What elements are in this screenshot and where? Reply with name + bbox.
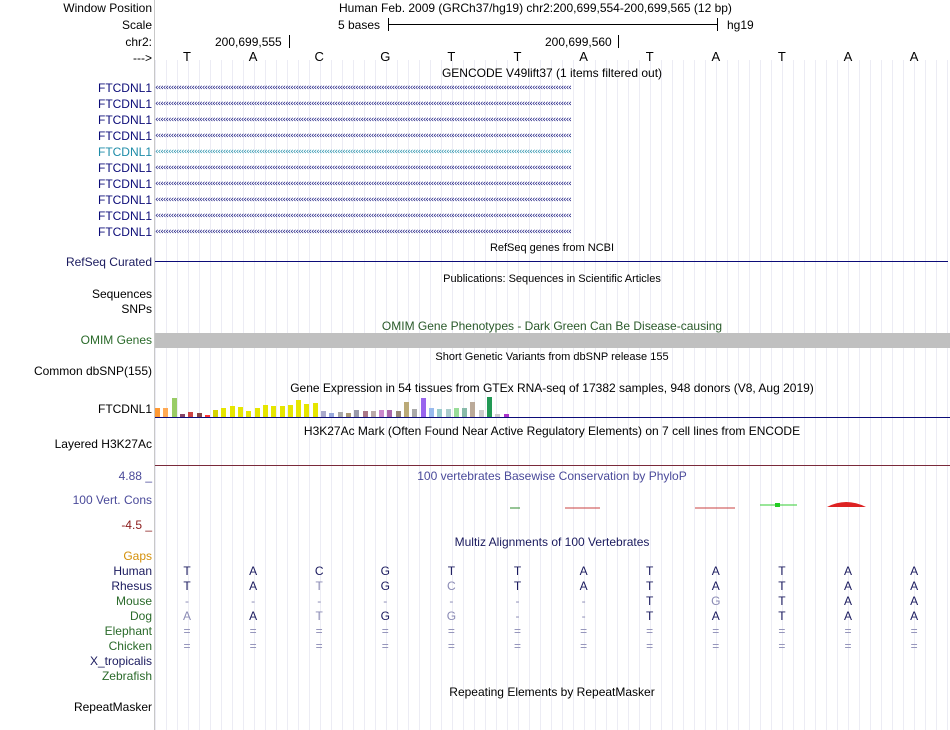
alignment-base: =: [381, 624, 389, 638]
gridline: [375, 60, 376, 730]
alignment-base: T: [646, 564, 654, 578]
gridline: [606, 60, 607, 730]
gencode-transcript-row[interactable]: ‹‹‹‹‹‹‹‹‹‹‹‹‹‹‹‹‹‹‹‹‹‹‹‹‹‹‹‹‹‹‹‹‹‹‹‹‹‹‹‹‹‹‹‹‹‹‹‹‹‹‹‹‹‹‹‹‹‹‹‹‹‹‹‹‹‹‹‹‹‹‹‹‹‹‹‹‹‹‹‹‹‹‹‹‹‹‹‹‹‹‹‹‹‹‹‹‹‹‹‹‹‹‹‹‹‹‹‹‹‹‹‹‹‹‹‹‹‹‹‹‹‹‹‹‹‹‹‹‹‹‹‹‹‹‹‹‹‹‹‹‹‹‹‹‹‹‹‹‹‹‹‹‹‹‹‹‹‹‹‹: [155, 99, 571, 109]
alignment-base: =: [778, 639, 786, 653]
ruler-base: A: [248, 49, 258, 64]
alignment-base: T: [183, 579, 191, 593]
alignment-base: C: [447, 579, 456, 593]
alignment-base: =: [447, 639, 455, 653]
scale-bar-right-tick: [717, 18, 718, 31]
layered-h3k27ac-label[interactable]: Layered H3K27Ac: [54, 437, 152, 451]
alignment-base: -: [581, 594, 586, 608]
ruler-base: A: [579, 49, 588, 64]
gridline: [298, 60, 299, 730]
gridline: [925, 60, 926, 730]
gridline: [232, 60, 233, 730]
alignment-base: =: [183, 639, 191, 653]
gridline: [595, 60, 596, 730]
gtex-tissue-bar[interactable]: [163, 408, 168, 417]
scale-label: Scale: [121, 18, 152, 32]
gridline: [364, 60, 365, 730]
alignment-base: =: [646, 624, 654, 638]
species-label[interactable]: Rhesus: [111, 579, 152, 593]
gtex-tissue-bar[interactable]: [387, 410, 392, 417]
gencode-track-title: GENCODE V49lift37 (1 items filtered out): [441, 66, 663, 80]
gridline: [529, 60, 530, 730]
gencode-gene-label[interactable]: FTCDNL1: [97, 81, 152, 95]
alignment-base: -: [515, 609, 520, 623]
gtex-tissue-bar[interactable]: [479, 410, 484, 417]
species-label[interactable]: Human: [113, 564, 152, 578]
repeatmasker-track-title: Repeating Elements by RepeatMasker: [449, 685, 655, 699]
gridline: [936, 60, 937, 730]
gridline: [507, 60, 508, 730]
alignment-base: =: [513, 624, 522, 638]
alignment-base: A: [579, 579, 588, 593]
alignment-base: T: [183, 564, 191, 578]
alignment-base: =: [712, 624, 720, 638]
publications-track-title: Publications: Sequences in Scientific Articles: [443, 273, 661, 285]
alignment-base: A: [711, 609, 720, 623]
gridline: [210, 60, 211, 730]
gtex-tissue-bar[interactable]: [454, 408, 459, 417]
gridline: [463, 60, 464, 730]
alignment-base: C: [314, 564, 324, 578]
gridline: [694, 60, 695, 730]
alignment-base: =: [910, 639, 918, 653]
gtex-tissue-bar[interactable]: [412, 409, 417, 417]
alignment-base: =: [844, 624, 852, 638]
snps-label[interactable]: SNPs: [121, 302, 152, 316]
gtex-tissue-bar[interactable]: [271, 406, 276, 417]
gtex-tissue-bar[interactable]: [221, 408, 226, 417]
alignment-base: G: [380, 564, 390, 578]
gridline: [859, 60, 860, 730]
gridline: [837, 60, 838, 730]
gridline: [199, 60, 200, 730]
species-label[interactable]: Elephant: [104, 624, 152, 638]
alignment-base: A: [579, 564, 588, 578]
alignment-base: T: [315, 609, 323, 623]
track-label-column: [0, 0, 154, 730]
gencode-transcript-row[interactable]: ‹‹‹‹‹‹‹‹‹‹‹‹‹‹‹‹‹‹‹‹‹‹‹‹‹‹‹‹‹‹‹‹‹‹‹‹‹‹‹‹‹‹‹‹‹‹‹‹‹‹‹‹‹‹‹‹‹‹‹‹‹‹‹‹‹‹‹‹‹‹‹‹‹‹‹‹‹‹‹‹‹‹‹‹‹‹‹‹‹‹‹‹‹‹‹‹‹‹‹‹‹‹‹‹‹‹‹‹‹‹‹‹‹‹‹‹‹‹‹‹‹‹‹‹‹‹‹‹‹‹‹‹‹‹‹‹‹‹‹‹‹‹‹‹‹‹‹‹‹‹‹‹‹‹‹‹‹‹‹‹: [155, 83, 571, 93]
ruler-base: C: [314, 49, 324, 64]
vert-cons-label[interactable]: 100 Vert. Cons: [72, 493, 152, 507]
alignment-base: =: [183, 624, 191, 638]
alignment-base: =: [249, 639, 257, 653]
multiz-track-title: Multiz Alignments of 100 Vertebrates: [454, 535, 650, 549]
ruler-base: T: [777, 49, 786, 64]
gridline: [672, 60, 673, 730]
gridline: [870, 60, 871, 730]
scale-bases-text: 5 bases: [338, 18, 381, 32]
alignment-base: =: [646, 639, 654, 653]
gtex-tissue-bar[interactable]: [429, 408, 434, 417]
gridline: [562, 60, 563, 730]
gtex-tissue-bar[interactable]: [172, 398, 177, 417]
gencode-transcript-row[interactable]: ‹‹‹‹‹‹‹‹‹‹‹‹‹‹‹‹‹‹‹‹‹‹‹‹‹‹‹‹‹‹‹‹‹‹‹‹‹‹‹‹‹‹‹‹‹‹‹‹‹‹‹‹‹‹‹‹‹‹‹‹‹‹‹‹‹‹‹‹‹‹‹‹‹‹‹‹‹‹‹‹‹‹‹‹‹‹‹‹‹‹‹‹‹‹‹‹‹‹‹‹‹‹‹‹‹‹‹‹‹‹‹‹‹‹‹‹‹‹‹‹‹‹‹‹‹‹‹‹‹‹‹‹‹‹‹‹‹‹‹‹‹‹‹‹‹‹‹‹‹‹‹‹‹‹‹‹‹‹‹‹: [155, 195, 571, 205]
gtex-tissue-bar[interactable]: [255, 408, 260, 417]
alignment-base: =: [249, 624, 257, 638]
gencode-gene-label[interactable]: FTCDNL1: [97, 225, 152, 239]
gridline: [815, 60, 816, 730]
gtex-tissue-bar[interactable]: [437, 409, 442, 417]
alignment-base: A: [910, 579, 919, 593]
coord-tick-1: [289, 35, 290, 48]
ruler-base: A: [843, 49, 853, 64]
gtex-tissue-bar[interactable]: [462, 408, 467, 417]
gridline: [639, 60, 640, 730]
gridline: [265, 60, 266, 730]
gtex-tissue-bar[interactable]: [155, 408, 160, 417]
alignment-base: T: [646, 594, 654, 608]
gencode-gene-label[interactable]: FTCDNL1: [97, 145, 152, 159]
alignment-base: T: [315, 579, 323, 593]
gtex-tissue-bar[interactable]: [288, 405, 293, 417]
alignment-base: T: [778, 579, 786, 593]
alignment-base: -: [515, 594, 520, 608]
gencode-transcript-row[interactable]: ‹‹‹‹‹‹‹‹‹‹‹‹‹‹‹‹‹‹‹‹‹‹‹‹‹‹‹‹‹‹‹‹‹‹‹‹‹‹‹‹‹‹‹‹‹‹‹‹‹‹‹‹‹‹‹‹‹‹‹‹‹‹‹‹‹‹‹‹‹‹‹‹‹‹‹‹‹‹‹‹‹‹‹‹‹‹‹‹‹‹‹‹‹‹‹‹‹‹‹‹‹‹‹‹‹‹‹‹‹‹‹‹‹‹‹‹‹‹‹‹‹‹‹‹‹‹‹‹‹‹‹‹‹‹‹‹‹‹‹‹‹‹‹‹‹‹‹‹‹‹‹‹‹‹‹‹‹‹‹‹: [155, 147, 571, 157]
gtex-expression-bars[interactable]: [155, 396, 555, 417]
gtex-tissue-bar[interactable]: [470, 402, 475, 417]
gridline: [683, 60, 684, 730]
gtex-tissue-bar[interactable]: [379, 410, 384, 417]
gridline: [738, 60, 739, 730]
gtex-tissue-bar[interactable]: [238, 407, 243, 417]
alignment-base: T: [513, 579, 522, 593]
gridline: [309, 60, 310, 730]
gtex-tissue-bar[interactable]: [213, 410, 218, 417]
gridline: [881, 60, 882, 730]
alignment-base: G: [380, 579, 390, 593]
alignment-base: G: [380, 609, 390, 623]
gencode-transcript-row[interactable]: ‹‹‹‹‹‹‹‹‹‹‹‹‹‹‹‹‹‹‹‹‹‹‹‹‹‹‹‹‹‹‹‹‹‹‹‹‹‹‹‹‹‹‹‹‹‹‹‹‹‹‹‹‹‹‹‹‹‹‹‹‹‹‹‹‹‹‹‹‹‹‹‹‹‹‹‹‹‹‹‹‹‹‹‹‹‹‹‹‹‹‹‹‹‹‹‹‹‹‹‹‹‹‹‹‹‹‹‹‹‹‹‹‹‹‹‹‹‹‹‹‹‹‹‹‹‹‹‹‹‹‹‹‹‹‹‹‹‹‹‹‹‹‹‹‹‹‹‹‹‹‹‹‹‹‹‹‹‹‹‹: [155, 131, 571, 141]
alignment-base: T: [778, 609, 786, 623]
gridline: [628, 60, 629, 730]
refseq-track-title: RefSeq genes from NCBI: [489, 242, 615, 254]
omim-phenotype-bar[interactable]: [155, 333, 950, 348]
common-dbsnp-label[interactable]: Common dbSNP(155): [33, 364, 152, 378]
gridline: [177, 60, 178, 730]
alignment-base: G: [711, 594, 721, 608]
gencode-transcript-row[interactable]: ‹‹‹‹‹‹‹‹‹‹‹‹‹‹‹‹‹‹‹‹‹‹‹‹‹‹‹‹‹‹‹‹‹‹‹‹‹‹‹‹‹‹‹‹‹‹‹‹‹‹‹‹‹‹‹‹‹‹‹‹‹‹‹‹‹‹‹‹‹‹‹‹‹‹‹‹‹‹‹‹‹‹‹‹‹‹‹‹‹‹‹‹‹‹‹‹‹‹‹‹‹‹‹‹‹‹‹‹‹‹‹‹‹‹‹‹‹‹‹‹‹‹‹‹‹‹‹‹‹‹‹‹‹‹‹‹‹‹‹‹‹‹‹‹‹‹‹‹‹‹‹‹‹‹‹‹‹‹‹‹: [155, 163, 571, 173]
alignment-base: A: [843, 564, 853, 578]
gtex-tissue-bar[interactable]: [446, 409, 451, 417]
gridline: [474, 60, 475, 730]
gridline: [749, 60, 750, 730]
gridline: [276, 60, 277, 730]
gencode-gene-label[interactable]: FTCDNL1: [97, 193, 152, 207]
alignment-base: -: [449, 594, 454, 608]
gridline: [947, 60, 948, 730]
gridline: [397, 60, 398, 730]
gridline: [617, 60, 618, 730]
refseq-curated-label[interactable]: RefSeq Curated: [65, 255, 152, 269]
alignment-base: =: [910, 624, 918, 638]
alignment-base: A: [843, 579, 853, 593]
scale-assembly-text: hg19: [727, 18, 754, 32]
species-label[interactable]: X_tropicalis: [89, 654, 152, 668]
gtex-tissue-bar[interactable]: [280, 406, 285, 417]
sequences-label[interactable]: Sequences: [91, 287, 152, 301]
ruler-base: A: [909, 49, 919, 64]
gridline: [342, 60, 343, 730]
gencode-gene-label[interactable]: FTCDNL1: [97, 209, 152, 223]
gridline: [408, 60, 409, 730]
alignment-base: =: [580, 624, 588, 638]
gencode-transcript-row[interactable]: ‹‹‹‹‹‹‹‹‹‹‹‹‹‹‹‹‹‹‹‹‹‹‹‹‹‹‹‹‹‹‹‹‹‹‹‹‹‹‹‹‹‹‹‹‹‹‹‹‹‹‹‹‹‹‹‹‹‹‹‹‹‹‹‹‹‹‹‹‹‹‹‹‹‹‹‹‹‹‹‹‹‹‹‹‹‹‹‹‹‹‹‹‹‹‹‹‹‹‹‹‹‹‹‹‹‹‹‹‹‹‹‹‹‹‹‹‹‹‹‹‹‹‹‹‹‹‹‹‹‹‹‹‹‹‹‹‹‹‹‹‹‹‹‹‹‹‹‹‹‹‹‹‹‹‹‹‹‹‹‹: [155, 227, 571, 237]
alignment-base: -: [383, 594, 388, 608]
phylop-signal[interactable]: [155, 495, 950, 515]
gridline: [540, 60, 541, 730]
gridline: [903, 60, 904, 730]
gencode-gene-label[interactable]: FTCDNL1: [97, 113, 152, 127]
alignment-base: A: [843, 609, 853, 623]
alignment-base: =: [381, 639, 389, 653]
scale-bar-left-tick: [388, 18, 389, 31]
alignment-base: -: [251, 594, 256, 608]
gtex-tissue-bar[interactable]: [404, 402, 409, 417]
gridline: [573, 60, 574, 730]
alignment-base: -: [185, 594, 189, 608]
phylop-mark: [827, 502, 866, 507]
gridline: [793, 60, 794, 730]
repeatmasker-label[interactable]: RepeatMasker: [73, 700, 152, 714]
gridline: [496, 60, 497, 730]
alignment-base: T: [513, 564, 522, 578]
h3k27ac-baseline: [155, 465, 950, 466]
gtex-gene-line: [155, 417, 950, 418]
omim-genes-label[interactable]: OMIM Genes: [80, 333, 152, 347]
gridline: [892, 60, 893, 730]
gtex-gene-label[interactable]: FTCDNL1: [97, 402, 152, 416]
species-label[interactable]: Zebrafish: [101, 669, 152, 683]
gencode-gene-label[interactable]: FTCDNL1: [97, 177, 152, 191]
gridline: [771, 60, 772, 730]
alignment-base: =: [513, 639, 522, 653]
alignment-base: A: [910, 594, 919, 608]
gtex-tissue-bar[interactable]: [421, 398, 426, 417]
species-label[interactable]: Mouse: [115, 594, 152, 608]
window-position-label: Window Position: [63, 1, 152, 15]
omim-track-title: OMIM Gene Phenotypes - Dark Green Can Be Disease-causing: [381, 319, 723, 333]
window-position-value: Human Feb. 2009 (GRCh37/hg19) chr2:200,699,554-200,699,565 (12 bp): [339, 1, 732, 15]
gridline: [804, 60, 805, 730]
alignment-base: A: [249, 564, 258, 578]
gridline: [331, 60, 332, 730]
alignment-base: A: [910, 564, 919, 578]
gtex-tissue-bar[interactable]: [230, 406, 235, 417]
ruler-base: T: [447, 49, 456, 64]
gridline: [551, 60, 552, 730]
alignment-base: =: [580, 639, 588, 653]
gridline: [155, 60, 156, 730]
coord-tick-2: [618, 35, 619, 48]
gridline: [221, 60, 222, 730]
gridline: [441, 60, 442, 730]
gridline: [430, 60, 431, 730]
alignment-base: T: [447, 564, 456, 578]
gencode-gene-label[interactable]: FTCDNL1: [97, 97, 152, 111]
ruler-base: A: [711, 49, 721, 64]
gtex-tissue-bar[interactable]: [313, 403, 318, 417]
gencode-gene-label[interactable]: FTCDNL1: [97, 129, 152, 143]
gridline: [419, 60, 420, 730]
strand-label: --->: [133, 51, 152, 65]
alignment-base: =: [712, 639, 720, 653]
phylop-min-label: -4.5 _: [121, 518, 152, 532]
phylop-mark: [775, 503, 780, 507]
phylop-track-title: 100 vertebrates Basewise Conservation by PhyloP: [417, 469, 687, 483]
alignment-base: =: [844, 639, 852, 653]
refseq-gene-line[interactable]: [155, 261, 948, 262]
ruler-base: T: [645, 49, 654, 64]
gridline: [727, 60, 728, 730]
alignment-base: -: [317, 594, 322, 608]
gencode-transcript-row[interactable]: ‹‹‹‹‹‹‹‹‹‹‹‹‹‹‹‹‹‹‹‹‹‹‹‹‹‹‹‹‹‹‹‹‹‹‹‹‹‹‹‹‹‹‹‹‹‹‹‹‹‹‹‹‹‹‹‹‹‹‹‹‹‹‹‹‹‹‹‹‹‹‹‹‹‹‹‹‹‹‹‹‹‹‹‹‹‹‹‹‹‹‹‹‹‹‹‹‹‹‹‹‹‹‹‹‹‹‹‹‹‹‹‹‹‹‹‹‹‹‹‹‹‹‹‹‹‹‹‹‹‹‹‹‹‹‹‹‹‹‹‹‹‹‹‹‹‹‹‹‹‹‹‹‹‹‹‹‹‹‹‹: [155, 115, 571, 125]
gridline: [661, 60, 662, 730]
alignment-base: T: [778, 564, 786, 578]
gridline: [760, 60, 761, 730]
alignment-base: =: [315, 624, 323, 638]
gridline: [705, 60, 706, 730]
alignment-base: A: [249, 579, 258, 593]
ruler-base: G: [380, 49, 391, 64]
gtex-track-title: Gene Expression in 54 tissues from GTEx RNA-seq of 17382 samples, 948 donors (V8, Aug 2019): [290, 381, 814, 395]
h3k27ac-track-title: H3K27Ac Mark (Often Found Near Active Regulatory Elements) on 7 cell lines from ENCODE: [303, 424, 801, 438]
dbsnp-track-title: Short Genetic Variants from dbSNP release 155: [435, 351, 669, 363]
gtex-tissue-bar[interactable]: [354, 410, 359, 417]
alignment-base: =: [315, 639, 323, 653]
alignment-base: =: [778, 624, 786, 638]
alignment-base: -: [581, 609, 586, 623]
phylop-max-label: 4.88 _: [118, 469, 152, 483]
gtex-tissue-bar[interactable]: [263, 405, 268, 417]
chrom-label: chr2:: [125, 35, 152, 49]
alignment-base: G: [446, 609, 457, 623]
alignment-base: A: [711, 579, 720, 593]
gaps-label: Gaps: [123, 549, 152, 563]
alignment-base: T: [646, 579, 654, 593]
track-data-area[interactable]: [155, 0, 950, 730]
alignment-base: A: [843, 594, 853, 608]
gtex-tissue-bar[interactable]: [304, 404, 309, 417]
ruler-base: T: [183, 49, 191, 64]
gridline: [287, 60, 288, 730]
coord-label-1: 200,699,555: [215, 35, 282, 49]
gencode-gene-label[interactable]: FTCDNL1: [97, 161, 152, 175]
gridline: [353, 60, 354, 730]
gridline: [826, 60, 827, 730]
gridline: [485, 60, 486, 730]
alignment-base: A: [182, 609, 192, 623]
gtex-tissue-bar[interactable]: [487, 397, 492, 417]
species-label[interactable]: Dog: [129, 609, 152, 623]
alignment-base: =: [447, 624, 455, 638]
gencode-transcript-row[interactable]: ‹‹‹‹‹‹‹‹‹‹‹‹‹‹‹‹‹‹‹‹‹‹‹‹‹‹‹‹‹‹‹‹‹‹‹‹‹‹‹‹‹‹‹‹‹‹‹‹‹‹‹‹‹‹‹‹‹‹‹‹‹‹‹‹‹‹‹‹‹‹‹‹‹‹‹‹‹‹‹‹‹‹‹‹‹‹‹‹‹‹‹‹‹‹‹‹‹‹‹‹‹‹‹‹‹‹‹‹‹‹‹‹‹‹‹‹‹‹‹‹‹‹‹‹‹‹‹‹‹‹‹‹‹‹‹‹‹‹‹‹‹‹‹‹‹‹‹‹‹‹‹‹‹‹‹‹‹‹‹‹: [155, 211, 571, 221]
gridline: [166, 60, 167, 730]
gencode-transcript-row[interactable]: ‹‹‹‹‹‹‹‹‹‹‹‹‹‹‹‹‹‹‹‹‹‹‹‹‹‹‹‹‹‹‹‹‹‹‹‹‹‹‹‹‹‹‹‹‹‹‹‹‹‹‹‹‹‹‹‹‹‹‹‹‹‹‹‹‹‹‹‹‹‹‹‹‹‹‹‹‹‹‹‹‹‹‹‹‹‹‹‹‹‹‹‹‹‹‹‹‹‹‹‹‹‹‹‹‹‹‹‹‹‹‹‹‹‹‹‹‹‹‹‹‹‹‹‹‹‹‹‹‹‹‹‹‹‹‹‹‹‹‹‹‹‹‹‹‹‹‹‹‹‹‹‹‹‹‹‹‹‹‹‹: [155, 179, 571, 189]
species-label[interactable]: Chicken: [108, 639, 152, 653]
alignment-base: A: [910, 609, 919, 623]
alignment-base: A: [249, 609, 258, 623]
gtex-tissue-bar[interactable]: [296, 400, 301, 417]
alignment-base: T: [778, 594, 786, 608]
gridline: [243, 60, 244, 730]
alignment-base: T: [646, 609, 654, 623]
scale-bar: [388, 24, 717, 25]
coord-label-2: 200,699,560: [545, 35, 612, 49]
ruler-base: T: [513, 49, 522, 64]
alignment-base: A: [711, 564, 720, 578]
